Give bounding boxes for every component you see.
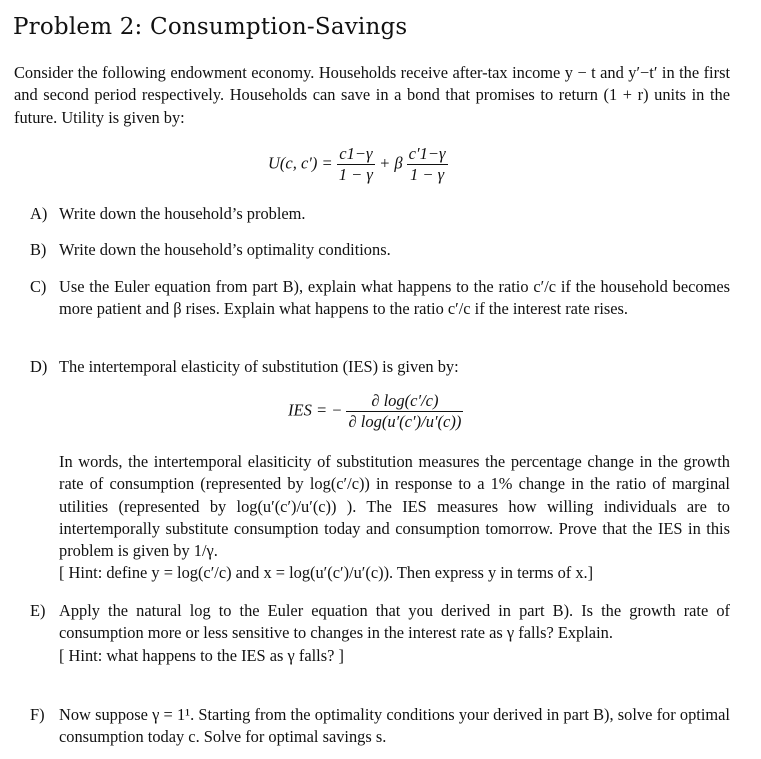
item-label: C) <box>30 277 47 296</box>
item-label: A) <box>30 204 48 223</box>
item-text: Write down the household’s optimality conditions. <box>59 240 391 259</box>
item-label: E) <box>30 601 46 620</box>
utility-lhs: U(c, c′) = <box>268 153 333 173</box>
item-label: D) <box>30 357 48 376</box>
ies-lhs: IES = − <box>288 400 343 420</box>
item-text: The intertemporal elasticity of substitution (IES) is given by: <box>59 357 459 376</box>
ies-den: ∂ log(u′(c′)/u′(c)) <box>348 412 462 431</box>
ies-num: ∂ log(c′/c) <box>346 391 463 412</box>
list-item-f <box>30 704 730 749</box>
ies-hint: [ Hint: define y = log(c′/c) and x = log(u′(c′)/u′(c)). Then express y in terms of x.] <box>59 563 594 583</box>
utility-term1-num: c1−γ <box>337 144 375 165</box>
utility-term1-den: 1 − γ <box>338 165 373 184</box>
list-item-c <box>30 276 730 321</box>
item-text: Apply the natural log to the Euler equation that you derived in part B). Is the growth rate of consumption more or less sensitive to changes in the interest rate as γ falls? Explain. <box>59 601 730 643</box>
ies-explanation: In words, the intertemporal elasiticity of substitution measures the percentage change in the growth rate of consumption (represented by log(c′/c)) in response to a 1% change in the ratio of marginal utilities (represented by log(u′(c′)/u′(c)) ). The IES measures how willing individuals are to intertemporally substitute consumption today and consumption tomorrow. Prove that the IES in this problem is given by 1/γ. <box>59 452 730 561</box>
list-item-a <box>30 203 730 225</box>
ies-equation <box>288 391 463 432</box>
list-item-d <box>30 356 730 378</box>
item-text: Write down the household’s problem. <box>59 204 306 223</box>
item-text: Now suppose γ = 1¹. Starting from the optimality conditions your derived in part B), solve for optimal consumption today c. Solve for optimal savings s. <box>59 705 730 747</box>
ies-fraction <box>346 391 463 432</box>
utility-term2-num: c′1−γ <box>408 144 446 163</box>
list-item-d-body <box>30 451 730 585</box>
utility-equation <box>268 144 448 185</box>
intro-paragraph: Consider the following endowment economy. Households receive after-tax income y − t and y′−t′ in the first and second period respectively. Households can save in a bond that promises to return (1 + r) units in the future. Utility is given by: <box>14 63 730 127</box>
list-item-e <box>30 600 730 667</box>
item-label: B) <box>30 240 47 259</box>
utility-term2 <box>407 144 448 185</box>
utility-term2-den: 1 − γ <box>410 165 445 184</box>
utility-plus-beta: + β <box>379 153 403 173</box>
item-hint: [ Hint: what happens to the IES as γ falls? ] <box>59 645 344 665</box>
item-label: F) <box>30 705 45 724</box>
list-item-b <box>30 239 730 261</box>
utility-term1 <box>337 144 375 185</box>
item-text: Use the Euler equation from part B), explain what happens to the ratio c′/c if the household becomes more patient and β rises. Explain what happens to the ratio c′/c if the interest rate rises. <box>59 277 730 319</box>
problem-title: Problem 2: Consumption-Savings <box>13 14 408 40</box>
